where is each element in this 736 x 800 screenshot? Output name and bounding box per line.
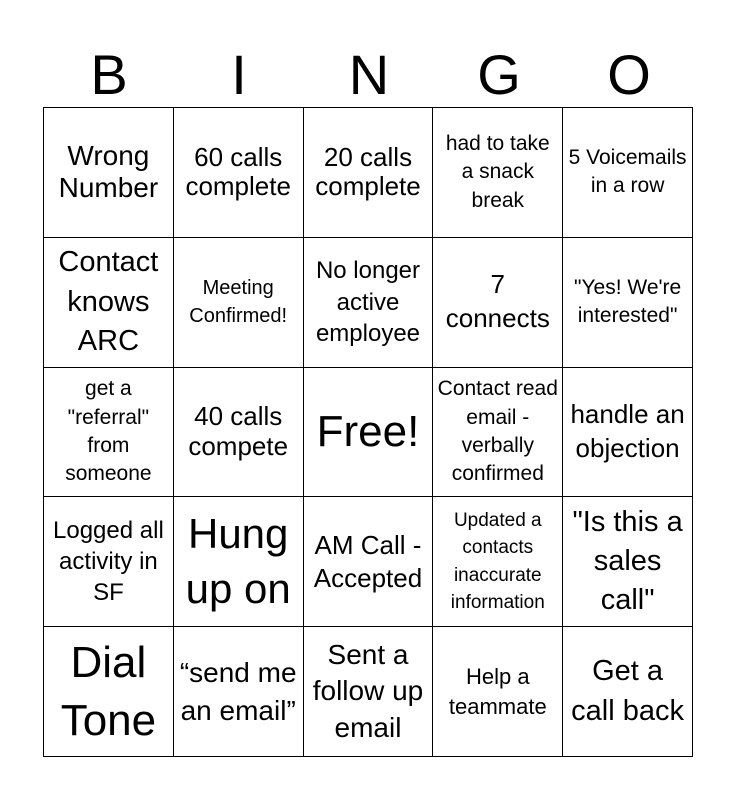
cell-text: "Yes! We're interested" bbox=[574, 275, 682, 328]
cell-text: Contact knows ARC bbox=[58, 246, 159, 357]
cell-text: 60 calls complete bbox=[185, 141, 291, 202]
bingo-cell[interactable] bbox=[433, 368, 563, 498]
header-letter-b: B bbox=[90, 43, 128, 106]
cell-text: “send me an email” bbox=[179, 656, 297, 726]
bingo-cell[interactable] bbox=[304, 627, 434, 757]
header-letter-g: G bbox=[477, 43, 521, 106]
bingo-board bbox=[43, 107, 693, 757]
bingo-cell[interactable] bbox=[304, 238, 434, 368]
bingo-cell[interactable] bbox=[174, 108, 304, 238]
bingo-cell[interactable] bbox=[433, 108, 563, 238]
bingo-cell[interactable] bbox=[174, 368, 304, 498]
cell-text: 20 calls complete bbox=[315, 141, 421, 202]
bingo-cell[interactable] bbox=[563, 108, 693, 238]
bingo-cell[interactable] bbox=[174, 497, 304, 627]
bingo-cell[interactable] bbox=[563, 368, 693, 498]
header-letter-o: O bbox=[607, 43, 651, 106]
free-space-text: Free! bbox=[316, 406, 420, 456]
bingo-cell[interactable] bbox=[304, 108, 434, 238]
cell-text: Hung up on bbox=[185, 510, 291, 612]
cell-text: had to take a snack break bbox=[445, 131, 550, 212]
cell-text: Sent a follow up email bbox=[312, 639, 424, 743]
bingo-cell[interactable] bbox=[44, 627, 174, 757]
bingo-cell[interactable] bbox=[433, 238, 563, 368]
bingo-cell[interactable] bbox=[563, 497, 693, 627]
cell-text: handle an objection bbox=[570, 399, 685, 463]
cell-text: 5 Voicemails in a row bbox=[568, 146, 687, 198]
cell-text: 7 connects bbox=[445, 269, 550, 334]
cell-text: get a "referral" from someone bbox=[65, 377, 152, 486]
cell-text: AM Call - Accepted bbox=[313, 530, 423, 593]
cell-text: Updated a contacts inaccurate information bbox=[450, 509, 545, 614]
header-letter-i: I bbox=[231, 43, 247, 106]
bingo-cell[interactable] bbox=[304, 497, 434, 627]
cell-text: "Is this a sales call" bbox=[572, 506, 683, 617]
cell-text: 40 calls compete bbox=[188, 401, 289, 461]
bingo-cell[interactable] bbox=[44, 238, 174, 368]
bingo-cell[interactable] bbox=[44, 368, 174, 498]
bingo-cell[interactable] bbox=[563, 627, 693, 757]
cell-text: Help a teammate bbox=[448, 663, 547, 719]
free-space-cell[interactable] bbox=[304, 368, 434, 498]
cell-text: No longer active employee bbox=[315, 257, 421, 347]
cell-text: Logged all activity in SF bbox=[53, 517, 164, 607]
cell-text: Meeting Confirmed! bbox=[189, 277, 288, 328]
cell-text: Get a call back bbox=[571, 655, 684, 727]
cell-text: Wrong Number bbox=[58, 140, 159, 204]
bingo-cell[interactable] bbox=[44, 108, 174, 238]
bingo-cell[interactable] bbox=[433, 497, 563, 627]
bingo-cell[interactable] bbox=[44, 497, 174, 627]
cell-text: Dial Tone bbox=[60, 638, 157, 745]
header-letter-n: N bbox=[348, 43, 390, 106]
bingo-cell[interactable] bbox=[174, 627, 304, 757]
cell-text: Contact read email - verbally confirmed bbox=[437, 377, 558, 486]
bingo-cell[interactable] bbox=[174, 238, 304, 368]
bingo-header bbox=[44, 44, 694, 106]
bingo-cell[interactable] bbox=[563, 238, 693, 368]
bingo-cell[interactable] bbox=[433, 627, 563, 757]
